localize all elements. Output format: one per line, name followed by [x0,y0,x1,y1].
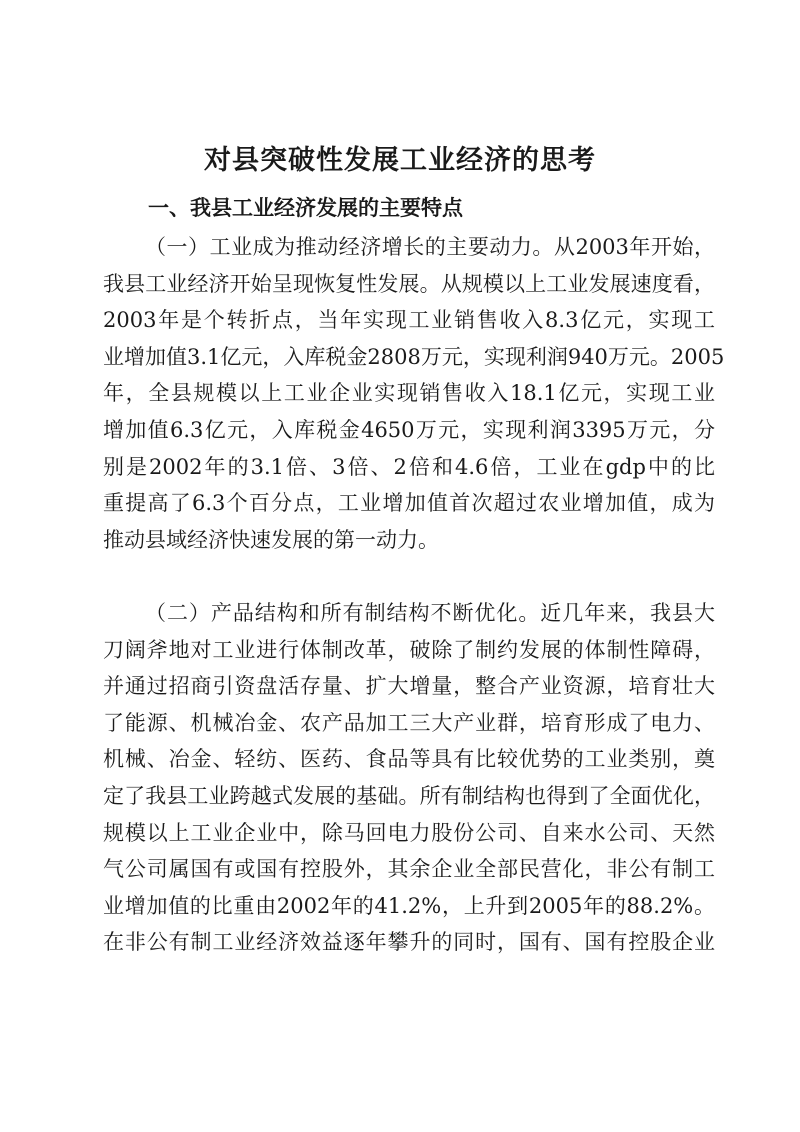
paragraph-line: 了能源、机械冶金、农产品加工三大产业群，培育形成了电力、 [103,710,715,735]
paragraph-line: 并通过招商引资盘活存量、扩大增量，整合产业资源，培育壮大 [103,674,715,699]
paragraph-line: 机械、冶金、轻纺、医药、食品等具有比较优势的工业类别，奠 [103,747,715,772]
paragraph-line: 2003年是个转折点，当年实现工业销售收入8.3亿元，实现工 [103,308,715,333]
paragraph-line: （一）工业成为推动经济增长的主要动力。从2003年开始， [145,235,715,259]
paragraph-line: 刀阔斧地对工业进行体制改革，破除了制约发展的体制性障碍， [103,637,715,662]
paragraph-line: 推动县域经济快速发展的第一动力。 [103,527,439,552]
paragraph-line: 定了我县工业跨越式发展的基础。所有制结构也得到了全面优化， [103,783,715,808]
paragraph-line: 气公司属国有或国有控股外，其余企业全部民营化，非公有制工 [103,857,715,882]
paragraph-line: 重提高了6.3个百分点，工业增加值首次超过农业增加值，成为 [103,491,715,516]
paragraph-line: 规模以上工业企业中，除马回电力股份公司、自来水公司、天然 [103,820,715,845]
paragraph-line: 在非公有制工业经济效益逐年攀升的同时，国有、国有控股企业 [103,930,715,955]
paragraph-line: 业增加值3.1亿元，入库税金2808万元，实现利润940万元。2005 [103,344,725,369]
document-title: 对县突破性发展工业经济的思考 [204,145,596,176]
paragraph-1 [103,229,725,558]
paragraph-line: 业增加值的比重由2002年的41.2%，上升到2005年的88.2%。 [103,893,715,918]
paragraph-line: （二）产品结构和所有制结构不断优化。近几年来，我县大 [145,601,715,625]
paragraph-line: 别是2002年的3.1倍、3倍、2倍和4.6倍，工业在gdp中的比 [103,454,715,479]
section-heading: 一、我县工业经济发展的主要特点 [148,195,463,220]
paragraph-line: 年，全县规模以上工业企业实现销售收入18.1亿元，实现工业 [103,381,715,406]
paragraph-line: 我县工业经济开始呈现恢复性发展。从规模以上工业发展速度看， [103,271,715,296]
paragraph-2 [103,595,715,961]
paragraph-line: 增加值6.3亿元，入库税金4650万元，实现利润3395万元，分 [103,417,715,442]
